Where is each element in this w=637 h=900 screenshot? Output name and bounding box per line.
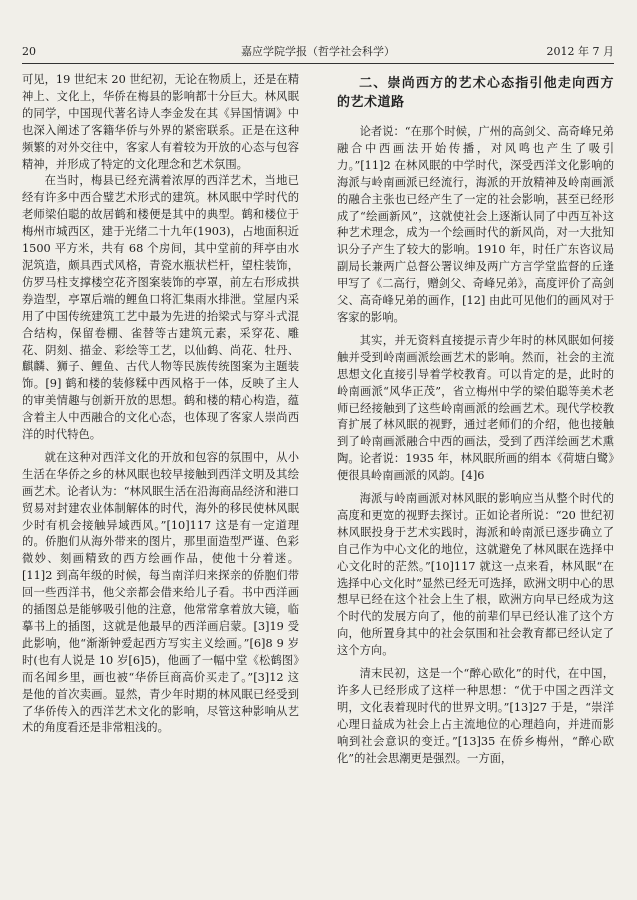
page-number: 20	[22, 45, 36, 58]
paragraph: 就在这种对西洋文化的开放和包容的氛围中，从小生活在华侨之乡的林风眠也较早接触到西洋文明及其绘画艺术。论者认为：“林风眠生活在沿海商品经济和港口贸易对封建农业体制解体的时代，海外的移民使林风眠少时有机会接触异域西风。”[10]117 这是有一定道理的。侨胞们从海外带来的图片，那里面造型严谨、色彩微妙、刻画精致的西方绘画作品，使他十分着迷。[11]2 到高年级的时候，每当南洋归来探亲的侨胞们带回一些西洋书，他父亲都会借来给儿子看。书中西洋画的插图总是能够吸引他的注意，他常常拿着放大镜，临摹书上的插图，这就是他最早的西洋画启蒙。[3]19 受此影响，他“渐渐钟爱起西方写实主义绘画。”[6]8 9 岁时(也有人说是 10 岁[6]5)，他画了一幅中堂《松鹤图》而名闻乡里，画也被“华侨巨商高价买走了。”[3]12 这是他的首次卖画。显然，青少年时期的林风眠已经受到了华侨传入的西洋艺术文化的影响，尽管这种影响从艺术的角度看还是非常粗浅的。	[22, 450, 299, 735]
header-rule	[22, 63, 614, 64]
right-column	[337, 72, 614, 892]
paragraph: 论者说：“在那个时候，广州的高剑父、高奇峰兄弟融合中西画法开始传播，对风鸣也产生了吸引力。”[11]2 在林风眠的中学时代，深受西洋文化影响的海派与岭南画派已经流行，海派的开放精神及岭南画派的融合主张也已经产生了一定的社会影响，甚至已经形成了“绘画新风”，这就使社会上逐渐认同了中西互补这种艺术理念，成为一个绘画时代的新风尚，对一大批知识分子产生了较大的影响。1910 年，时任广东咨议局副局长兼两广总督公署议绅及两广方言学堂监督的丘逢甲写了《二高行，赠剑父、奇峰兄弟》，高度评价了高剑父、高奇峰兄弟的画作，[12] 由此可见他们的画风对于客家的影响。	[337, 125, 614, 324]
paragraph: 在当时，梅县已经充满着浓厚的西洋艺术，当地已经有许多中西合璧艺术形式的建筑。林风眠中学时代的老师梁伯聪的故居鹤和楼便是其中的典型。鹤和楼位于梅州市城西区，建于光绪二十九年(1903)，占地面积近 1500 平方米，共有 68 个房间，其中堂前的拜亭由水泥筑造，颇具西式风格，青瓷水瓶状栏杆，望柱装饰，仿罗马柱支撑楼空花齐图案装饰的亭罩，前左右形成拱券造型，亭罩后端的鲤鱼口将汇集雨水排泄。堂屋内采用了中国传统建筑工艺中最为先进的抬梁式与穿斗式混合结构，保留卷棚、雀替等古建筑元素，采穿花、雕花、阴刻、描金、彩绘等工艺，以仙鹤、尚花、牡丹、麒麟、狮子、鲤鱼、古代人物等民族传统图案为主题装饰。[9] 鹤和楼的装修糅中西风格于一体，反映了主人的审美情趣与创新开放的思想。鹤和楼的精心构造，蕴含着主人中西融合的文化心态，也体现了客家人崇尚西洋的时代特色。	[22, 174, 299, 442]
paragraph: 海派与岭南画派对林风眠的影响应当从整个时代的高度和更宽的视野去探讨。正如论者所说：“20 世纪初林风眠投身于艺术实践时，海派和岭南派已逐步确立了自己作为中心文化的地位，这就避免了林风眠在选择中心文化时的茫然。”[10]117 就这一点来看，林风眠“在选择中心文化时”显然已经无可选择，欧洲文明中心的思想早已经在这个社会上生了根，欧洲方向早已经成为这个时代的发展方向了，他的前辈们早已经认准了这个方向，他所置身其中的社会氛围和社会教育都已经认定了这个方向。	[337, 492, 614, 658]
paragraph: 可见，19 世纪末 20 世纪初，无论在物质上，还是在精神上、文化上，华侨在梅县的影响都十分巨大。林风眠的同学，中国现代著名诗人李金发在其《异国情调》中也深入阐述了客籍华侨与外界的紧密联系。正是在这种频繁的对外交往中，客家人有着较为开放的心态与包容精神，并形成了特定的文化理念和艺术氛围。	[22, 73, 299, 171]
page-header	[22, 44, 614, 60]
issue-date: 2012 年 7 月	[546, 45, 614, 58]
journal-title: 嘉应学院学报（哲学社会科学）	[241, 45, 395, 58]
section-heading: 二、崇尚西方的艺术心态指引他走向西方的艺术道路	[337, 76, 614, 110]
paragraph: 清末民初，这是一个“醉心欧化”的时代，在中国，许多人已经形成了这样一种思想：“优于中国之西洋文明，文化表着现时代的世界文明。”[13]27 于是，“崇洋心理日益成为社会上占主流地位的心理趋向，并进而影响到社会意识的变迁。”[13]35 在侨乡梅州，“醉心欧化”的社会思潮更是强烈。一方面，	[337, 667, 614, 765]
paragraph: 其实，并无资料直接提示青少年时的林风眠如何接触并受到岭南画派绘画艺术的影响。然而，社会的主流思想文化直接引导着学校教育。可以肯定的是，此时的岭南画派“风华正茂”，省立梅州中学的梁伯聪等美术老师已经接触到了这些岭南画派的绘画艺术。现代学校教育扩展了林风眠的视野，通过老师们的介绍，他也接触到了岭南画派融合中西的画法，受到了西洋绘画艺术熏陶。论者说：1935 年，林风眠所画的绢本《荷塘白鹭》便很具岭南画派的风韵。[4]6	[337, 333, 614, 483]
left-column	[22, 72, 299, 892]
